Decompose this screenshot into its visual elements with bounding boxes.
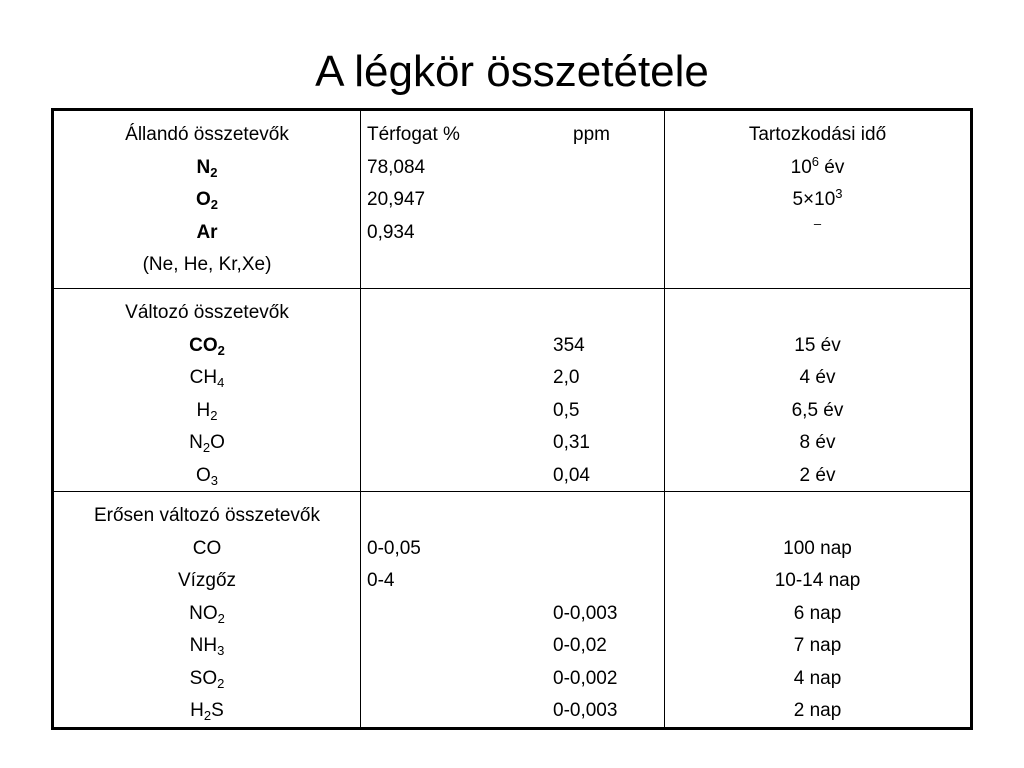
residence-n2: $10^6$ év — [790, 153, 845, 178]
ppm-o3: 0,04 — [553, 464, 590, 486]
volume-co: 0-0,05 — [367, 537, 421, 559]
residence-h2s: 2 nap — [793, 700, 842, 721]
ppm-no2: 0-0,003 — [553, 602, 618, 624]
constant-heading: Állandó összetevők — [125, 124, 289, 145]
formula-ch4: $CH_4$ — [189, 367, 225, 390]
constant-components-cell — [54, 111, 361, 289]
ppm-nh3: 0-0,02 — [553, 635, 607, 656]
variable-residence-cell — [665, 289, 970, 492]
formula-so2: $SO_2$ — [189, 667, 225, 691]
variable-components-cell — [54, 289, 361, 492]
residence-h2: 6,5 év — [791, 399, 844, 421]
residence-header: Tartozkodási idő — [748, 124, 887, 145]
residence-o3: 2 év — [799, 464, 836, 486]
label-water-vapor: Vízgőz — [177, 570, 237, 591]
highly-variable-components-cell — [54, 492, 361, 727]
ppm-so2: 0-0,002 — [553, 667, 618, 689]
ppm-co2: 354 — [553, 334, 585, 356]
volume-n2: 78,084 — [367, 156, 426, 178]
highly-variable-heading: Erősen változó összetevők — [93, 505, 320, 526]
residence-co: 100 nap — [783, 537, 852, 559]
formula-n2o: $N_2O$ — [189, 432, 225, 455]
residence-n2o: 8 év — [799, 432, 836, 453]
variable-heading: Változó összetevők — [125, 302, 289, 323]
formula-no2: $NO_2$ — [189, 602, 225, 626]
ppm-header: ppm — [573, 124, 610, 145]
formula-nh3: $NH_3$ — [189, 635, 225, 658]
variable-ppm-cell — [361, 289, 665, 492]
residence-nh3: 7 nap — [793, 635, 842, 656]
ppm-h2: 0,5 — [553, 399, 580, 421]
formula-co: CO — [192, 537, 222, 559]
highly-variable-residence-cell — [665, 492, 970, 727]
residence-o2: $5\times 10^3$ — [792, 186, 843, 210]
ppm-h2s: 0-0,003 — [553, 700, 618, 721]
residence-so2: 4 nap — [793, 667, 842, 689]
formula-h2: $H_2$ — [196, 399, 218, 423]
constant-volume-cell — [361, 111, 665, 289]
residence-no2: 6 nap — [793, 602, 842, 624]
residence-ar-dash: – — [813, 215, 822, 231]
formula-o3: $O_3$ — [195, 464, 218, 488]
formula-co2: $CO_2$ — [189, 334, 225, 358]
volume-header: Térfogat % — [367, 124, 460, 145]
formula-o2: $O_2$ — [195, 189, 218, 212]
ppm-n2o: 0,31 — [553, 432, 590, 453]
ppm-ch4: 2,0 — [553, 367, 580, 388]
noble-gases-label: (Ne, He, Kr,Xe) — [142, 254, 272, 275]
formula-ar: Ar — [196, 221, 218, 243]
constant-residence-cell — [665, 111, 970, 289]
volume-water-vapor: 0-4 — [367, 570, 395, 591]
volume-o2: 20,947 — [367, 189, 426, 210]
volume-ar: 0,934 — [367, 221, 415, 243]
page-title: A légkör összetétele — [315, 47, 709, 96]
formula-n2: $N_2$ — [196, 156, 218, 180]
highly-variable-amount-cell — [361, 492, 665, 727]
composition-table — [51, 108, 973, 730]
formula-h2s: $H_2S$ — [190, 700, 224, 723]
volume-ppm-header — [361, 119, 664, 152]
residence-ch4: 4 év — [799, 367, 836, 388]
residence-water-vapor: 10-14 nap — [774, 570, 861, 591]
residence-co2: 15 év — [794, 334, 841, 356]
